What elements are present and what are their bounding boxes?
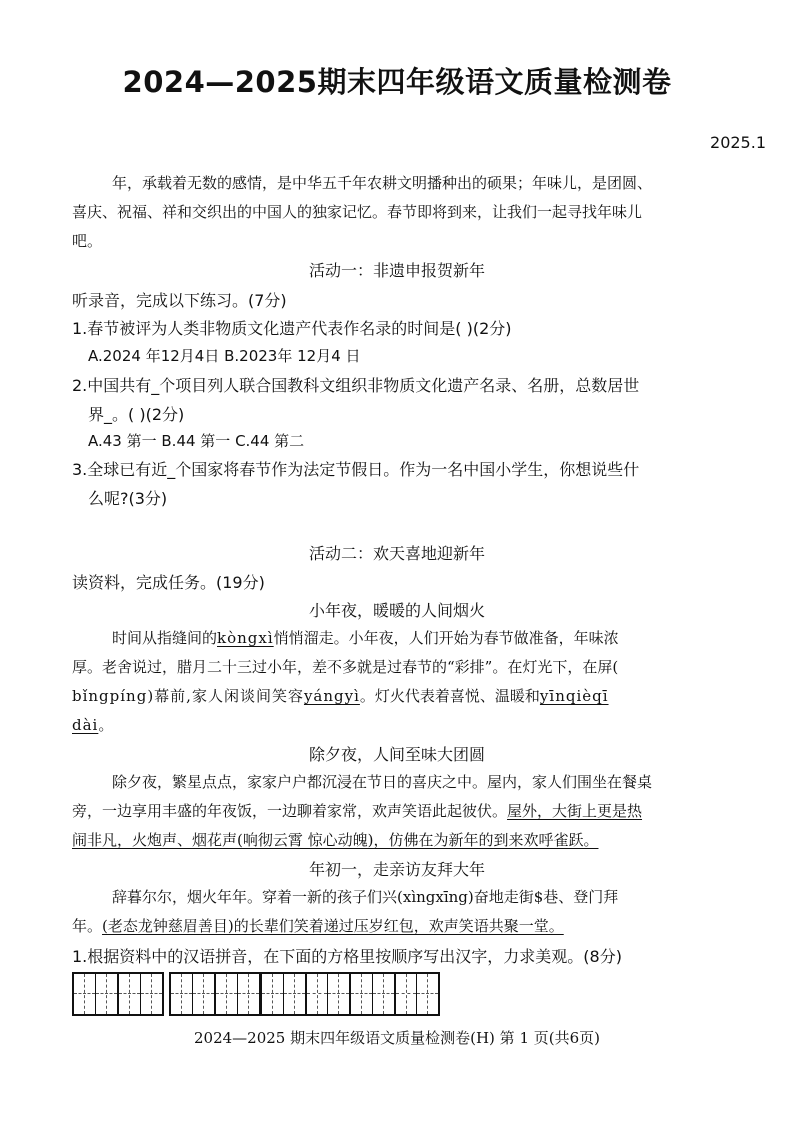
question-3-line-1: 3.全球已有近_个国家将春节作为法定节假日。作为一名中国小学生，你想说些什	[72, 460, 640, 479]
writing-box-group-1[interactable]	[72, 972, 164, 1016]
grid-cell	[193, 974, 216, 1014]
grid-cell	[238, 974, 259, 1014]
text: 。	[98, 716, 114, 734]
pinyin-blank-2: yángyì	[303, 687, 360, 705]
section-2-line-3	[72, 829, 598, 850]
grid-cell	[396, 974, 418, 1014]
page-footer: 2024—2025 期末四年级语文质量检测卷(H) 第 1 页(共6页)	[194, 1029, 600, 1047]
intro-line-3: 吧。	[72, 232, 103, 250]
pinyin-blank-1: kòngxì	[217, 629, 274, 647]
question-3-line-2: 么呢?(3分)	[88, 489, 168, 508]
exam-title: 2024—2025期末四年级语文质量检测卷	[122, 65, 672, 99]
grid-cell	[284, 974, 307, 1014]
writing-box-group-2[interactable]	[169, 972, 261, 1016]
intro-line-2: 喜庆、祝福、祥和交织出的中国人的独家记忆。春节即将到来，让我们一起寻找年味儿	[72, 203, 643, 221]
grid-cell	[417, 974, 438, 1014]
section-1-title: 小年夜，暖暖的人间烟火	[308, 601, 485, 620]
section-3-line-2	[72, 915, 564, 936]
text: 悄悄溜走。小年夜，人们开始为春节做准备，年味浓	[273, 629, 619, 647]
section-2-title: 除夕夜，人间至味大团圆	[308, 745, 485, 764]
underlined-sentence-cont: 闹非凡，火炮声、烟花声(响彻云霄 惊心动魄)，仿佛在为新年的到来欢呼雀跃。	[72, 831, 599, 849]
section-1-line-3	[72, 685, 609, 706]
text: 年。	[72, 917, 103, 935]
underlined-sentence-2: (老态龙钟慈眉善目)的长辈们笑着递过压岁红包，欢声笑语共聚一堂。	[102, 917, 564, 935]
task-1: 1.根据资料中的汉语拼音，在下面的方格里按顺序写出汉字，力求美观。(8分)	[72, 947, 622, 966]
section-1-line-2: 厚。老舍说过，腊月二十三过小年，差不多就是过春节的“彩排”。在灯光下，在屏(	[72, 658, 619, 676]
section-3-line-1: 辞暮尔尔，烟火年年。穿着一新的孩子们兴(xìngxīng)奋地走街$巷、登门拜	[112, 888, 619, 906]
pinyin-blank-3-cont: dài	[72, 716, 99, 734]
grid-cell	[262, 974, 284, 1014]
grid-cell	[307, 974, 329, 1014]
question-2-line-1: 2.中国共有_个项目列人联合国教科文组织非物质文化遗产名录、名册，总数居世	[72, 376, 640, 395]
grid-cell	[216, 974, 238, 1014]
section-1-line-4	[72, 714, 113, 735]
grid-cell	[141, 974, 162, 1014]
pinyin-blank-3: yīnqièqī	[539, 687, 609, 705]
grid-cell	[171, 974, 193, 1014]
text: 时间从指缝间的	[112, 629, 218, 647]
question-2-line-2: 界_。( )(2分)	[88, 405, 185, 424]
text: 。灯火代表着喜悦、温暖和	[359, 687, 540, 705]
writing-box-group-3[interactable]	[260, 972, 440, 1016]
text: 旁，一边享用丰盛的年夜饭，一边聊着家常，欢声笑语此起彼伏。	[72, 802, 508, 820]
exam-date: 2025.1	[710, 133, 766, 152]
section-2-line-1: 除夕夜，繁星点点，家家户户都沉浸在节日的喜庆之中。屋内，家人们围坐在餐桌	[112, 773, 653, 791]
question-1-options: A.2024 年12月4日 B.2023年 12月4 日	[88, 347, 361, 365]
activity1-heading: 活动一：非遗申报贺新年	[308, 261, 485, 280]
question-2-options: A.43 第一 B.44 第一 C.44 第二	[88, 432, 305, 450]
grid-cell	[96, 974, 119, 1014]
activity1-instruction: 听录音，完成以下练习。(7分)	[72, 291, 287, 310]
activity2-heading: 活动二：欢天喜地迎新年	[308, 544, 485, 563]
section-3-title: 年初一，走亲访友拜大年	[308, 860, 485, 879]
section-1-line-1	[112, 627, 619, 648]
grid-cell	[74, 974, 96, 1014]
grid-cell	[328, 974, 351, 1014]
question-1: 1.春节被评为人类非物质文化遗产代表作名录的时间是( )(2分)	[72, 319, 512, 338]
grid-cell	[119, 974, 141, 1014]
grid-cell	[373, 974, 396, 1014]
intro-line-1: 年，承载着无数的感情，是中华五千年农耕文明播种出的硕果；年味儿，是团圆、	[112, 174, 653, 192]
grid-cell	[351, 974, 373, 1014]
activity2-instruction: 读资料，完成任务。(19分)	[72, 573, 265, 592]
text: bǐngpíng)幕前,家人闲谈间笑容	[72, 687, 304, 705]
section-2-line-2	[72, 800, 642, 821]
underlined-sentence: 屋外，大街上更是热	[507, 802, 643, 820]
